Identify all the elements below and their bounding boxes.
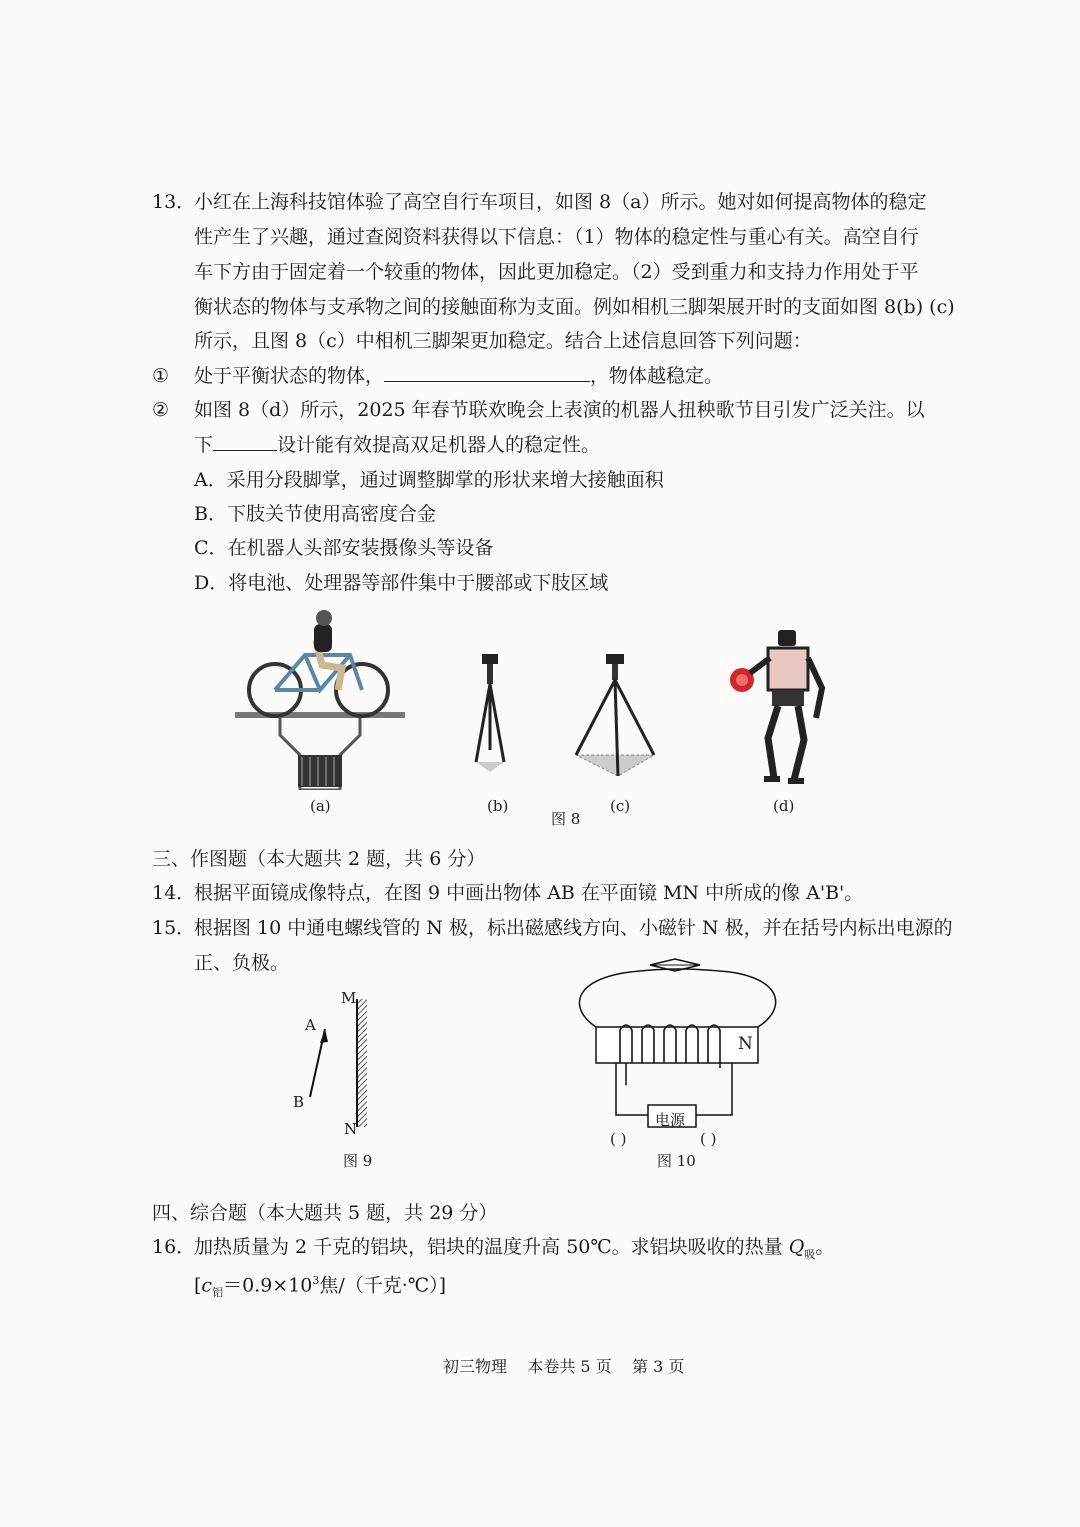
object-label-b: B (293, 1093, 305, 1111)
q15-line-2: 正、负极。 (194, 952, 290, 974)
bracket-right[interactable]: ( ) (700, 1130, 717, 1148)
figure-8c-tripod-wide (570, 650, 660, 780)
mirror-label-m: M (341, 989, 357, 1007)
option-c: C．在机器人头部安装摄像头等设备 (194, 537, 494, 559)
q16-text (194, 1234, 834, 1268)
formula-c-sub: 铝 (212, 1286, 224, 1300)
fig8-label-d: (d) (773, 797, 795, 815)
fig10-caption: 图 10 (657, 1152, 696, 1170)
q16-formula (194, 1268, 446, 1306)
q13-line-4: 衡状态的物体与支承物之间的接触面称为支面。例如相机三脚架展开时的支面如图 8(b) (c) (194, 296, 955, 318)
object-label-a: A (305, 1016, 316, 1034)
q14-number: 14． (152, 882, 196, 904)
fig8-label-c: (c) (610, 797, 631, 815)
fig8-caption: 图 8 (551, 810, 581, 828)
formula-exp: 3 (312, 1274, 320, 1287)
q16-q-symbol: Q (788, 1236, 805, 1258)
q15-line-1: 根据图 10 中通电螺线管的 N 极，标出磁感线方向、小磁针 N 极，并在括号内标出电源的 (194, 917, 953, 939)
mirror-label-n: N (344, 1120, 358, 1138)
q13-line-1: 小红在上海科技馆体验了高空自行车项目，如图 8（a）所示。她对如何提高物体的稳定 (194, 191, 927, 213)
fig8-label-b: (b) (487, 797, 509, 815)
section-4-heading: 四、综合题（本大题共 5 题，共 29 分） (152, 1202, 498, 1224)
formula-open: [ (194, 1274, 202, 1297)
fig8-label-a: (a) (310, 797, 331, 815)
q14-text: 根据平面镜成像特点，在图 9 中画出物体 AB 在平面镜 MN 中所成的像 A'B'。 (194, 882, 864, 904)
option-b: B．下肢关节使用高密度合金 (194, 503, 436, 525)
q13-line-2: 性产生了兴趣，通过查阅资料获得以下信息：（1）物体的稳定性与重心有关。高空自行 (194, 226, 919, 248)
option-d: D．将电池、处理器等部件集中于腰部或下肢区域 (194, 572, 609, 594)
q16-end: 。 (815, 1236, 835, 1258)
fig9-caption: 图 9 (343, 1152, 373, 1170)
q16-q-sub: 吸 (804, 1247, 816, 1261)
q13-sub1-line (194, 363, 723, 389)
figure-8a-sky-bicycle (230, 610, 410, 790)
answer-blank-1[interactable] (384, 363, 590, 382)
solenoid-pole-n: N (738, 1034, 753, 1054)
power-source-label: 电源 (655, 1111, 686, 1129)
figure-8b-tripod-narrow (460, 650, 520, 775)
page-footer: 初三物理 本卷共 5 页 第 3 页 (443, 1357, 685, 1376)
q13-sub1-before: 处于平衡状态的物体， (194, 365, 385, 387)
q13-sub2-after: 设计能有效提高双足机器人的稳定性。 (277, 434, 601, 456)
q13-sub2-line-2 (194, 432, 600, 458)
formula-mid: ＝0.9×10 (223, 1274, 313, 1297)
figure-9-plane-mirror (285, 985, 395, 1145)
answer-blank-2[interactable] (213, 432, 277, 451)
option-a: A．采用分段脚掌，通过调整脚掌的形状来增大接触面积 (194, 469, 664, 491)
bracket-left[interactable]: ( ) (610, 1130, 627, 1148)
q16-number: 16． (152, 1236, 196, 1258)
q13-line-5: 所示，且图 8（c）中相机三脚架更加稳定。结合上述信息回答下列问题： (194, 330, 812, 352)
q13-sub2-marker: ② (152, 399, 170, 421)
q16-main: 加热质量为 2 千克的铝块，铝块的温度升高 50℃。求铝块吸收的热量 (194, 1236, 789, 1258)
figure-8d-robot (728, 628, 838, 788)
q13-line-3: 车下方由于固定着一个较重的物体，因此更加稳定。（2）受到重力和支持力作用处于平 (194, 261, 919, 283)
q15-number: 15． (152, 917, 196, 939)
formula-end: 焦/（千克·℃）] (319, 1274, 447, 1297)
q13-sub2-line-1: 如图 8（d）所示，2025 年春节联欢晚会上表演的机器人扭秧歌节目引发广泛关注。以 (194, 399, 925, 421)
q13-number: 13． (152, 191, 196, 213)
q13-sub2-before: 下 (194, 434, 214, 456)
q13-sub1-marker: ① (152, 365, 170, 387)
q13-sub1-after: ，物体越稳定。 (590, 365, 724, 387)
section-3-heading: 三、作图题（本大题共 2 题，共 6 分） (152, 848, 486, 870)
formula-c: c (201, 1274, 213, 1297)
